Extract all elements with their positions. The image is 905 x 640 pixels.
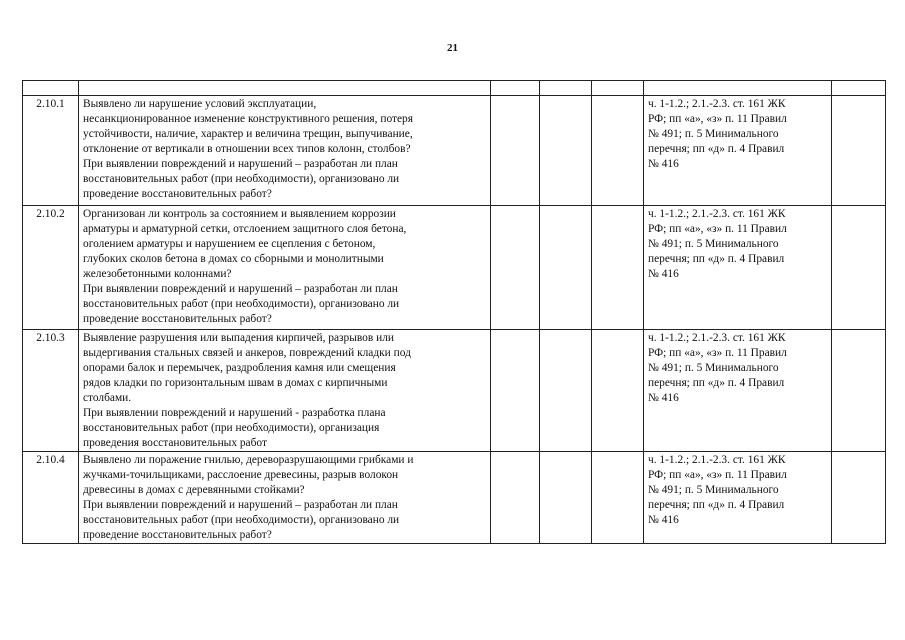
legal-basis-cell <box>644 96 832 206</box>
item-number: 2.10.3 <box>23 330 79 452</box>
answer-yes-cell[interactable] <box>491 96 540 206</box>
item-number: 2.10.1 <box>23 96 79 206</box>
legal-basis-cell <box>644 330 832 452</box>
notes-cell[interactable] <box>832 206 886 330</box>
basis-line: ч. 1-1.2.; 2.1.-2.3. ст. 161 ЖК <box>648 208 786 220</box>
question-line: восстановительных работ (при необходимости), организовано ли <box>83 514 400 526</box>
basis-line: РФ; пп «а», «з» п. 11 Правил <box>648 113 787 125</box>
question-line: оголением арматуры и нарушением ее сцепления с бетоном, <box>83 238 376 250</box>
basis-line: ч. 1-1.2.; 2.1.-2.3. ст. 161 ЖК <box>648 454 786 466</box>
answer-na-cell[interactable] <box>592 206 644 330</box>
table-row <box>23 206 886 330</box>
answer-na-cell[interactable] <box>592 330 644 452</box>
table-row <box>23 452 886 544</box>
item-number: 2.10.4 <box>23 452 79 544</box>
header-cell <box>644 81 832 96</box>
checklist-table <box>22 80 886 544</box>
answer-na-cell[interactable] <box>592 96 644 206</box>
question-line: проведения восстановительных работ <box>83 437 267 449</box>
question-line: восстановительных работ (при необходимости), организация <box>83 422 380 434</box>
header-cell <box>592 81 644 96</box>
question-line: жучками-точильщиками, расслоение древесины, разрыв волокон <box>83 469 399 481</box>
legal-basis-cell <box>644 452 832 544</box>
question-line: Выявление разрушения или выпадения кирпичей, разрывов или <box>83 332 394 344</box>
answer-no-cell[interactable] <box>540 330 592 452</box>
question-line: рядов кладки по горизонтальным швам в домах с кирпичными <box>83 377 388 389</box>
basis-line: № 416 <box>648 514 679 526</box>
question-line: При выявлении повреждений и нарушений - разработка плана <box>83 407 386 419</box>
answer-no-cell[interactable] <box>540 96 592 206</box>
basis-line: № 416 <box>648 158 679 170</box>
basis-line: № 491; п. 5 Минимального <box>648 484 779 496</box>
question-line: отклонение от вертикали в отношении всех типов колонн, столбов? <box>83 143 411 155</box>
question-line: Организован ли контроль за состоянием и выявлением коррозии <box>83 208 396 220</box>
question-line: При выявлении повреждений и нарушений – разработан ли план <box>83 283 398 295</box>
basis-line: РФ; пп «а», «з» п. 11 Правил <box>648 347 787 359</box>
basis-line: РФ; пп «а», «з» п. 11 Правил <box>648 469 787 481</box>
answer-no-cell[interactable] <box>540 452 592 544</box>
answer-no-cell[interactable] <box>540 206 592 330</box>
table-row <box>23 330 886 452</box>
question-line: При выявлении повреждений и нарушений – разработан ли план <box>83 499 398 511</box>
question-line: древесины в домах с деревянными стойками? <box>83 484 305 496</box>
header-cell <box>491 81 540 96</box>
basis-line: № 491; п. 5 Минимального <box>648 128 779 140</box>
header-cell <box>23 81 79 96</box>
question-line: железобетонными колоннами? <box>83 268 232 280</box>
basis-line: РФ; пп «а», «з» п. 11 Правил <box>648 223 787 235</box>
answer-yes-cell[interactable] <box>491 206 540 330</box>
question-line: несанкционированное изменение конструктивного решения, потеря <box>83 113 413 125</box>
header-cell <box>79 81 491 96</box>
page-number: 21 <box>447 42 458 54</box>
basis-line: № 491; п. 5 Минимального <box>648 238 779 250</box>
basis-line: № 416 <box>648 392 679 404</box>
basis-line: перечня; пп «д» п. 4 Правил <box>648 377 785 389</box>
basis-line: ч. 1-1.2.; 2.1.-2.3. ст. 161 ЖК <box>648 98 786 110</box>
header-cell <box>540 81 592 96</box>
notes-cell[interactable] <box>832 452 886 544</box>
question-line: глубоких сколов бетона в домах со сборными и монолитными <box>83 253 384 265</box>
question-line: восстановительных работ (при необходимости), организовано ли <box>83 173 400 185</box>
question-line: опорами балок и перемычек, раздробления камня или смещения <box>83 362 396 374</box>
table-header-row <box>23 81 886 96</box>
question-line: арматуры и арматурной сетки, отслоением защитного слоя бетона, <box>83 223 407 235</box>
question-cell <box>79 206 491 330</box>
question-cell <box>79 330 491 452</box>
notes-cell[interactable] <box>832 96 886 206</box>
header-cell <box>832 81 886 96</box>
legal-basis-cell <box>644 206 832 330</box>
question-line: устойчивости, наличие, характер и величина трещин, выпучивание, <box>83 128 413 140</box>
answer-na-cell[interactable] <box>592 452 644 544</box>
answer-yes-cell[interactable] <box>491 452 540 544</box>
question-line: восстановительных работ (при необходимости), организовано ли <box>83 298 400 310</box>
question-line: столбами. <box>83 392 132 404</box>
question-line: Выявлено ли нарушение условий эксплуатации, <box>83 98 317 110</box>
question-line: выдергивания стальных связей и анкеров, повреждений кладки под <box>83 347 411 359</box>
answer-yes-cell[interactable] <box>491 330 540 452</box>
question-cell <box>79 96 491 206</box>
basis-line: перечня; пп «д» п. 4 Правил <box>648 499 785 511</box>
question-line: проведение восстановительных работ? <box>83 313 272 325</box>
question-line: Выявлено ли поражение гнилью, дереворазрушающими грибками и <box>83 454 414 466</box>
table-row <box>23 96 886 206</box>
notes-cell[interactable] <box>832 330 886 452</box>
basis-line: перечня; пп «д» п. 4 Правил <box>648 143 785 155</box>
question-line: При выявлении повреждений и нарушений – разработан ли план <box>83 158 398 170</box>
basis-line: № 491; п. 5 Минимального <box>648 362 779 374</box>
question-cell <box>79 452 491 544</box>
item-number: 2.10.2 <box>23 206 79 330</box>
basis-line: № 416 <box>648 268 679 280</box>
basis-line: перечня; пп «д» п. 4 Правил <box>648 253 785 265</box>
question-line: проведение восстановительных работ? <box>83 529 272 541</box>
question-line: проведение восстановительных работ? <box>83 188 272 200</box>
basis-line: ч. 1-1.2.; 2.1.-2.3. ст. 161 ЖК <box>648 332 786 344</box>
